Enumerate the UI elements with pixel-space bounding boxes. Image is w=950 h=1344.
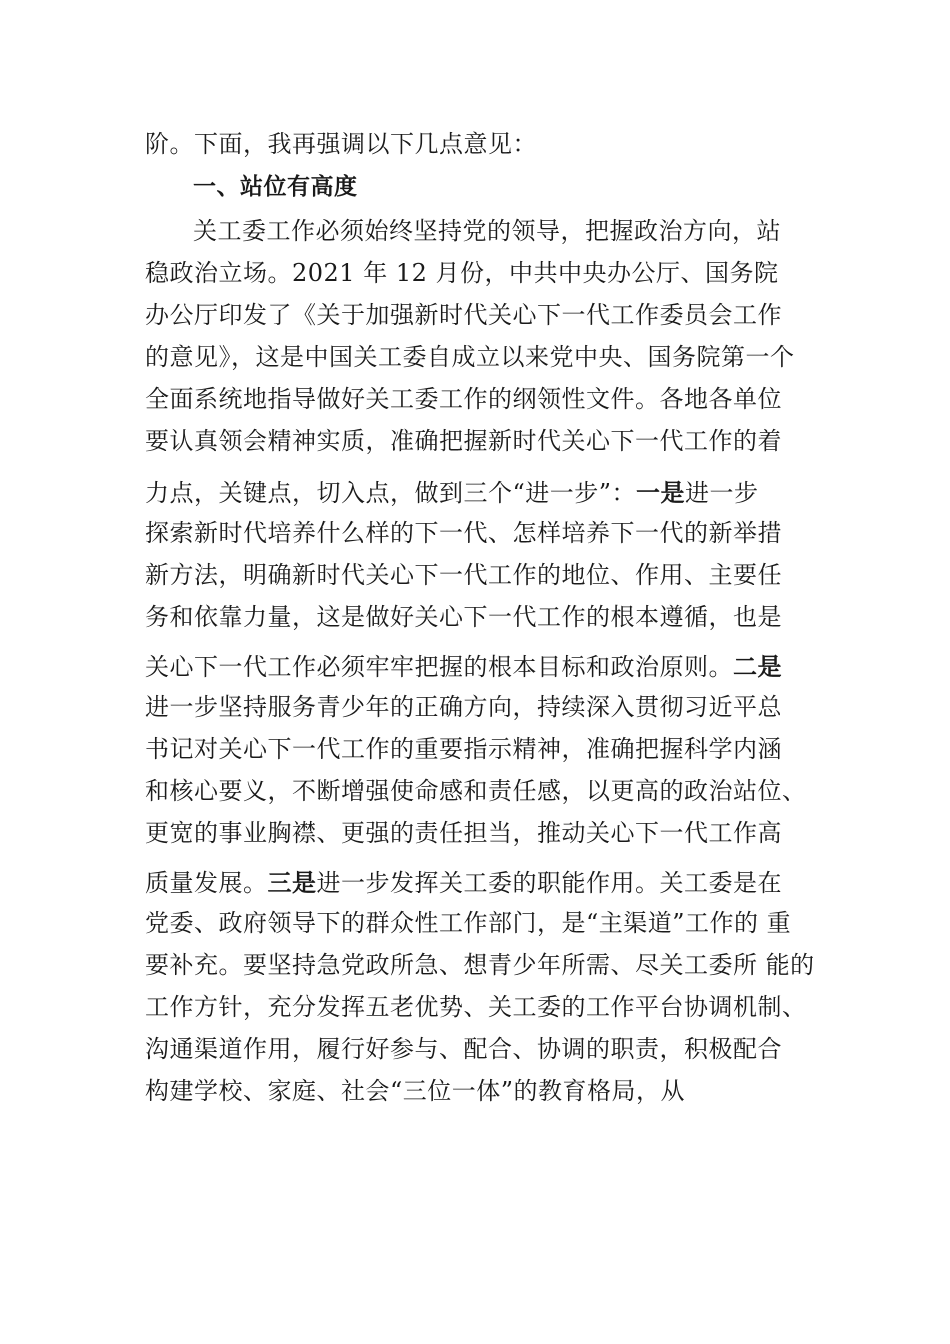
text-span: 构建学校、家庭、社会“三位一体”的教育格局，从 xyxy=(145,1077,686,1105)
text-span: 稳政治立场。2021 年 12 月份，中共中央办公厅、国务院 xyxy=(145,259,779,287)
text-span: 关心下一代工作必须牢牢把握的根本目标和政治原则。 xyxy=(145,653,733,681)
emphasis-ershi: 二是 xyxy=(733,653,782,681)
text-span: 阶。下面，我再强调以下几点意见： xyxy=(145,130,537,158)
text-span: 务和依靠力量，这是做好关心下一代工作的根本遵循，也是 xyxy=(145,603,782,631)
text-line xyxy=(145,908,791,938)
text-span: 进一步 xyxy=(685,479,759,507)
text-line xyxy=(145,950,815,980)
text-span: 更宽的事业胸襟、更强的责任担当，推动关心下一代工作高 xyxy=(145,819,782,847)
text-span: 全面系统地指导做好关工委工作的纲领性文件。各地各单位 xyxy=(145,385,782,413)
text-span: 力点，关键点，切入点，做到三个“进一步”： xyxy=(145,479,637,507)
text-line xyxy=(145,1076,685,1106)
section-heading xyxy=(193,172,358,202)
heading-text: 一、站位有高度 xyxy=(193,174,358,200)
text-span: 党委、政府领导下的群众性工作部门，是“主渠道”工作的 重 xyxy=(145,909,792,937)
text-line xyxy=(145,384,782,414)
text-line xyxy=(145,992,807,1022)
text-line xyxy=(145,258,779,288)
text-line xyxy=(145,734,782,764)
text-line xyxy=(193,216,781,246)
text-span: 和核心要义，不断增强使命感和责任感，以更高的政治站位、 xyxy=(145,777,807,805)
text-line xyxy=(145,868,782,898)
text-line xyxy=(145,560,782,590)
text-line xyxy=(145,478,759,508)
text-span: 要认真领会精神实质，准确把握新时代关心下一代工作的着 xyxy=(145,427,782,455)
text-line xyxy=(145,776,807,806)
text-span: 工作方针，充分发挥五老优势、关工委的工作平台协调机制、 xyxy=(145,993,807,1021)
text-span: 进一步发挥关工委的职能作用。关工委是在 xyxy=(316,869,782,897)
text-line xyxy=(145,602,782,632)
text-span: 质量发展。 xyxy=(145,869,268,897)
text-line xyxy=(145,652,782,682)
text-span: 书记对关心下一代工作的重要指示精神，准确把握科学内涵 xyxy=(145,735,782,763)
emphasis-sanshi: 三是 xyxy=(267,869,317,897)
text-line xyxy=(145,818,782,848)
text-span: 进一步坚持服务青少年的正确方向，持续深入贯彻习近平总 xyxy=(145,693,782,721)
text-line xyxy=(145,342,795,372)
text-span: 关工委工作必须始终坚持党的领导，把握政治方向，站 xyxy=(193,217,781,245)
text-line xyxy=(145,426,782,456)
text-line xyxy=(145,692,782,722)
text-line xyxy=(145,300,782,330)
text-span: 沟通渠道作用，履行好参与、配合、协调的职责，积极配合 xyxy=(145,1035,782,1063)
text-span: 要补充。要坚持急党政所急、想青少年所需、尽关工委所 能的 xyxy=(145,951,815,979)
text-line xyxy=(145,518,782,548)
text-line xyxy=(145,129,537,159)
text-span: 探索新时代培养什么样的下一代、怎样培养下一代的新举措 xyxy=(145,519,782,547)
text-span: 的意见》，这是中国关工委自成立以来党中央、国务院第一个 xyxy=(145,343,795,371)
text-line xyxy=(145,1034,782,1064)
text-span: 新方法，明确新时代关心下一代工作的地位、作用、主要任 xyxy=(145,561,782,589)
emphasis-yishi: 一是 xyxy=(636,479,686,507)
text-span: 办公厅印发了《关于加强新时代关心下一代工作委员会工作 xyxy=(145,301,782,329)
